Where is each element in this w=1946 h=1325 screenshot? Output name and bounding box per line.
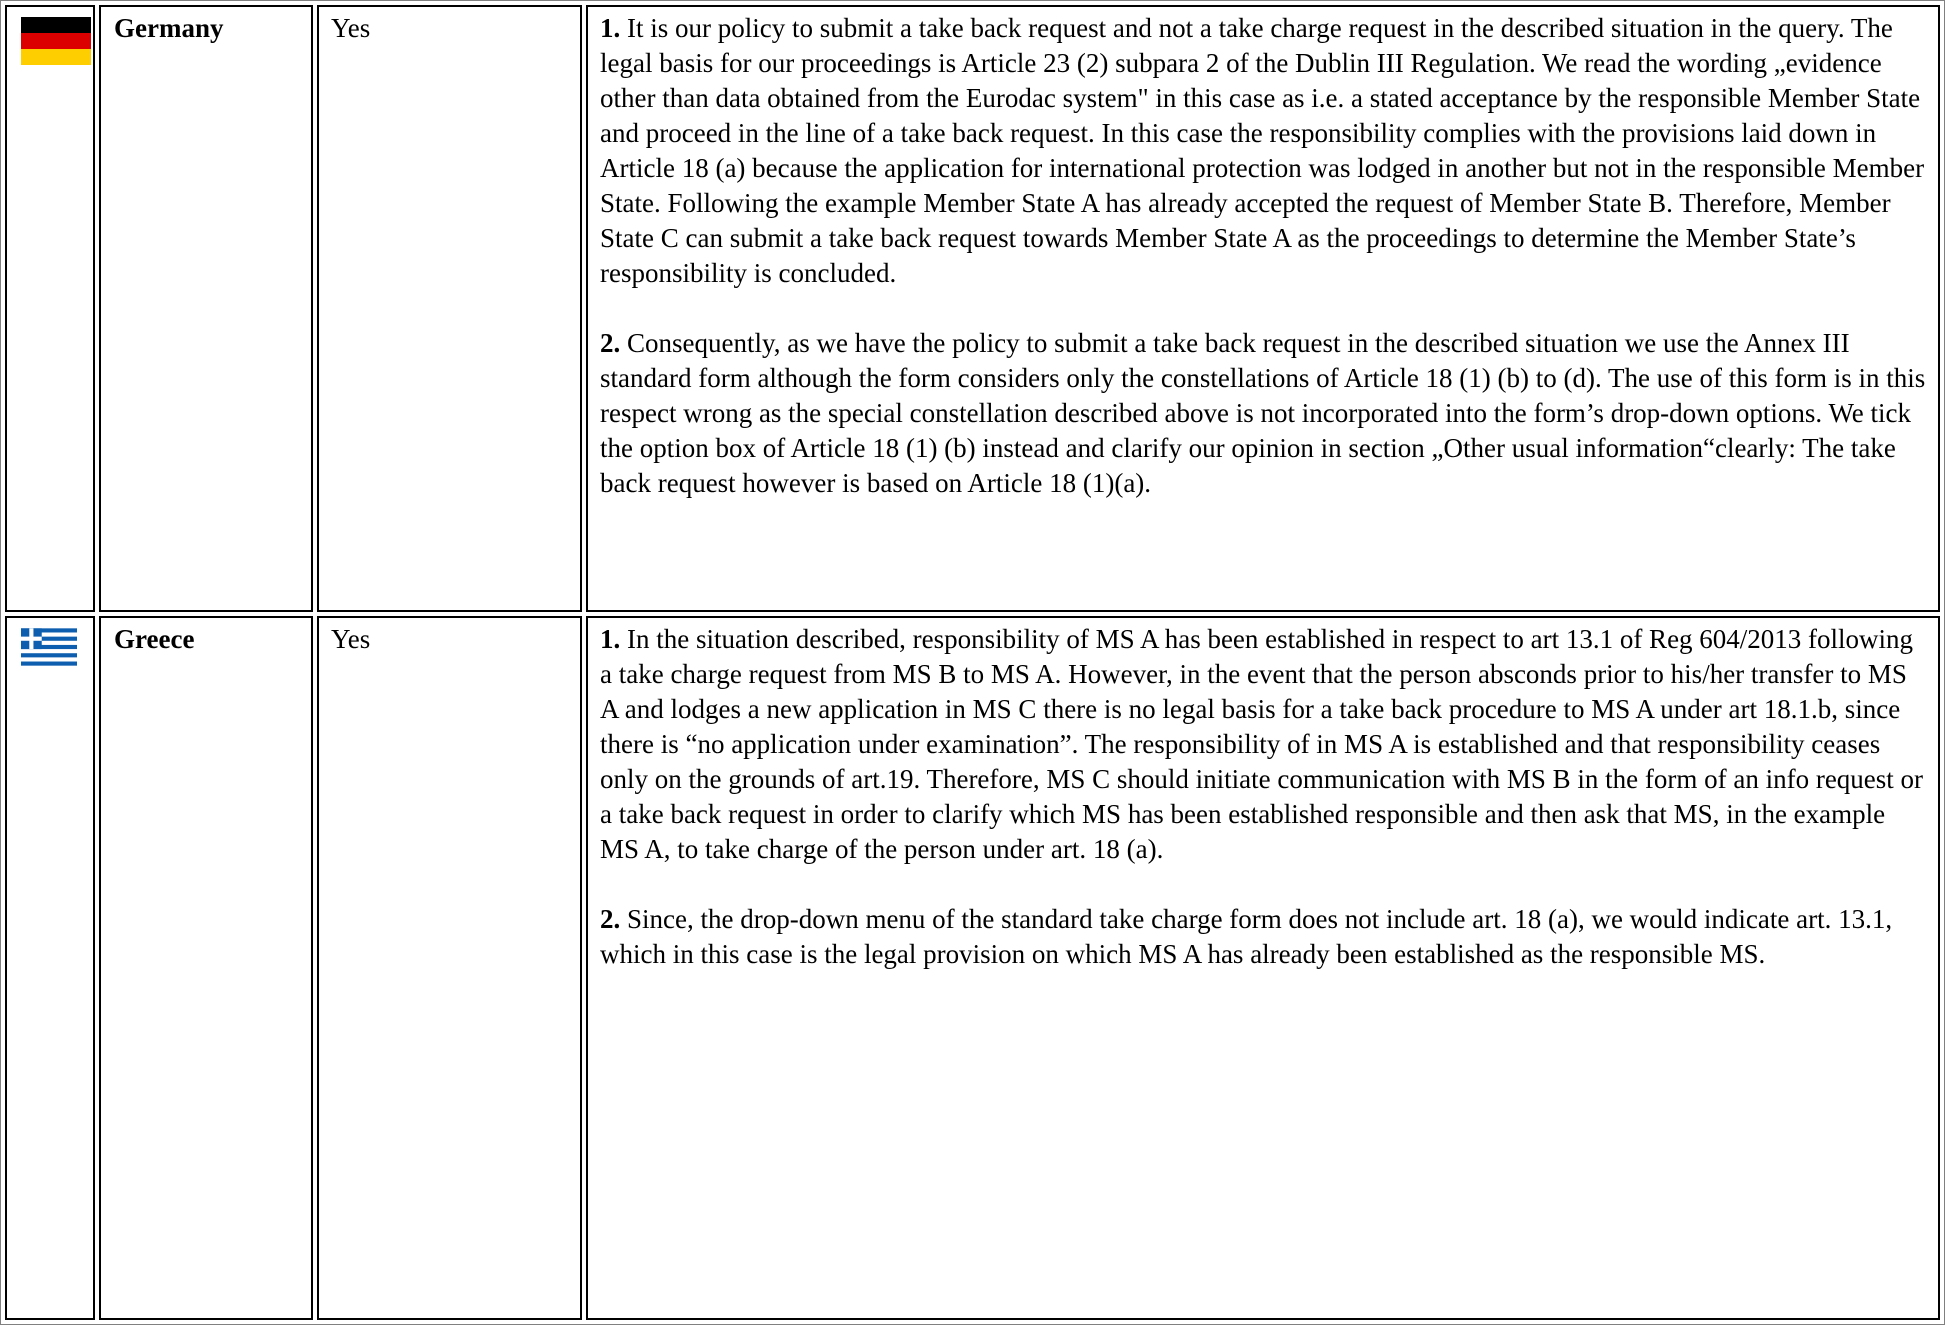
greece-flag-icon xyxy=(21,628,77,666)
country-cell xyxy=(99,616,313,1320)
comment-point xyxy=(600,326,1930,501)
point-text: It is our policy to submit a take back request and not a take charge request in the described situation in the query. The legal basis for our proceedings is Article 23 (2) subpara 2 of the Dublin III Regulation. We read the wording „evidence other than data obtained from the Eurodac system" in this case as i.e. a stated acceptance by the responsible Member State and proceed in the line of a take back request. In this case the responsibility complies with the provisions laid down in Article 18 (a) because the application for international protection was lodged in another but not in the responsible Member State. Following the example Member State A has already accepted the request of Member State B. Therefore, Member State C can submit a take back request towards Member State A as the proceedings to determine the Member State’s responsibility is concluded. xyxy=(600,13,1925,288)
comment-point xyxy=(600,622,1930,867)
point-number: 1. xyxy=(600,624,621,654)
germany-flag-icon xyxy=(21,17,91,65)
answer-cell xyxy=(317,616,582,1320)
point-text: In the situation described, responsibility of MS A has been established in respect to art 13.1 of Reg 604/2013 following a take charge request from MS B to MS A. However, in the event that the person absconds prior to his/her transfer to MS A and lodges a new application in MS C there is no legal basis for a take back procedure to MS A under art 18.1.b, since there is “no application under examination”. The responsibility of in MS A is established and that responsibility ceases only on the grounds of art.19. Therefore, MS C should initiate communication with MS B in the form of an info request or a take back request in order to clarify which MS has been established responsible and then ask that MS, in the example MS A, to take charge of the person under art. 18 (a). xyxy=(600,624,1924,864)
comment-point xyxy=(600,11,1930,291)
point-number: 2. xyxy=(600,904,621,934)
flag-cell xyxy=(5,616,95,1320)
comment-text xyxy=(588,7,1938,509)
comment-cell xyxy=(586,5,1940,612)
table-row-germany xyxy=(5,5,1940,612)
comment-point xyxy=(600,902,1930,972)
point-number: 2. xyxy=(600,328,621,358)
table-row-greece xyxy=(5,616,1940,1320)
country-name: Greece xyxy=(114,624,195,654)
country-name: Germany xyxy=(114,13,224,43)
answer-value: Yes xyxy=(331,624,371,654)
flag-cell xyxy=(5,5,95,612)
point-text: Consequently, as we have the policy to submit a take back request in the described situation we use the Annex III standard form although the form considers only the constellations of Article 18 (1) (b) to (d). The use of this form is in this respect wrong as the special constellation described above is not incorporated into the form’s drop-down options. We tick the option box of Article 18 (1) (b) instead and clarify our opinion in section „Other usual information“clearly: The take back request however is based on Article 18 (1)(a). xyxy=(600,328,1926,498)
point-text: Since, the drop-down menu of the standard take charge form does not include art. 18 (a), we would indicate art. 13.1, which in this case is the legal provision on which MS A has already been established as the responsible MS. xyxy=(600,904,1893,969)
country-cell xyxy=(99,5,313,612)
comment-text xyxy=(588,618,1938,980)
comment-cell xyxy=(586,616,1940,1320)
answer-value: Yes xyxy=(331,13,371,43)
point-number: 1. xyxy=(600,13,621,43)
answer-cell xyxy=(317,5,582,612)
